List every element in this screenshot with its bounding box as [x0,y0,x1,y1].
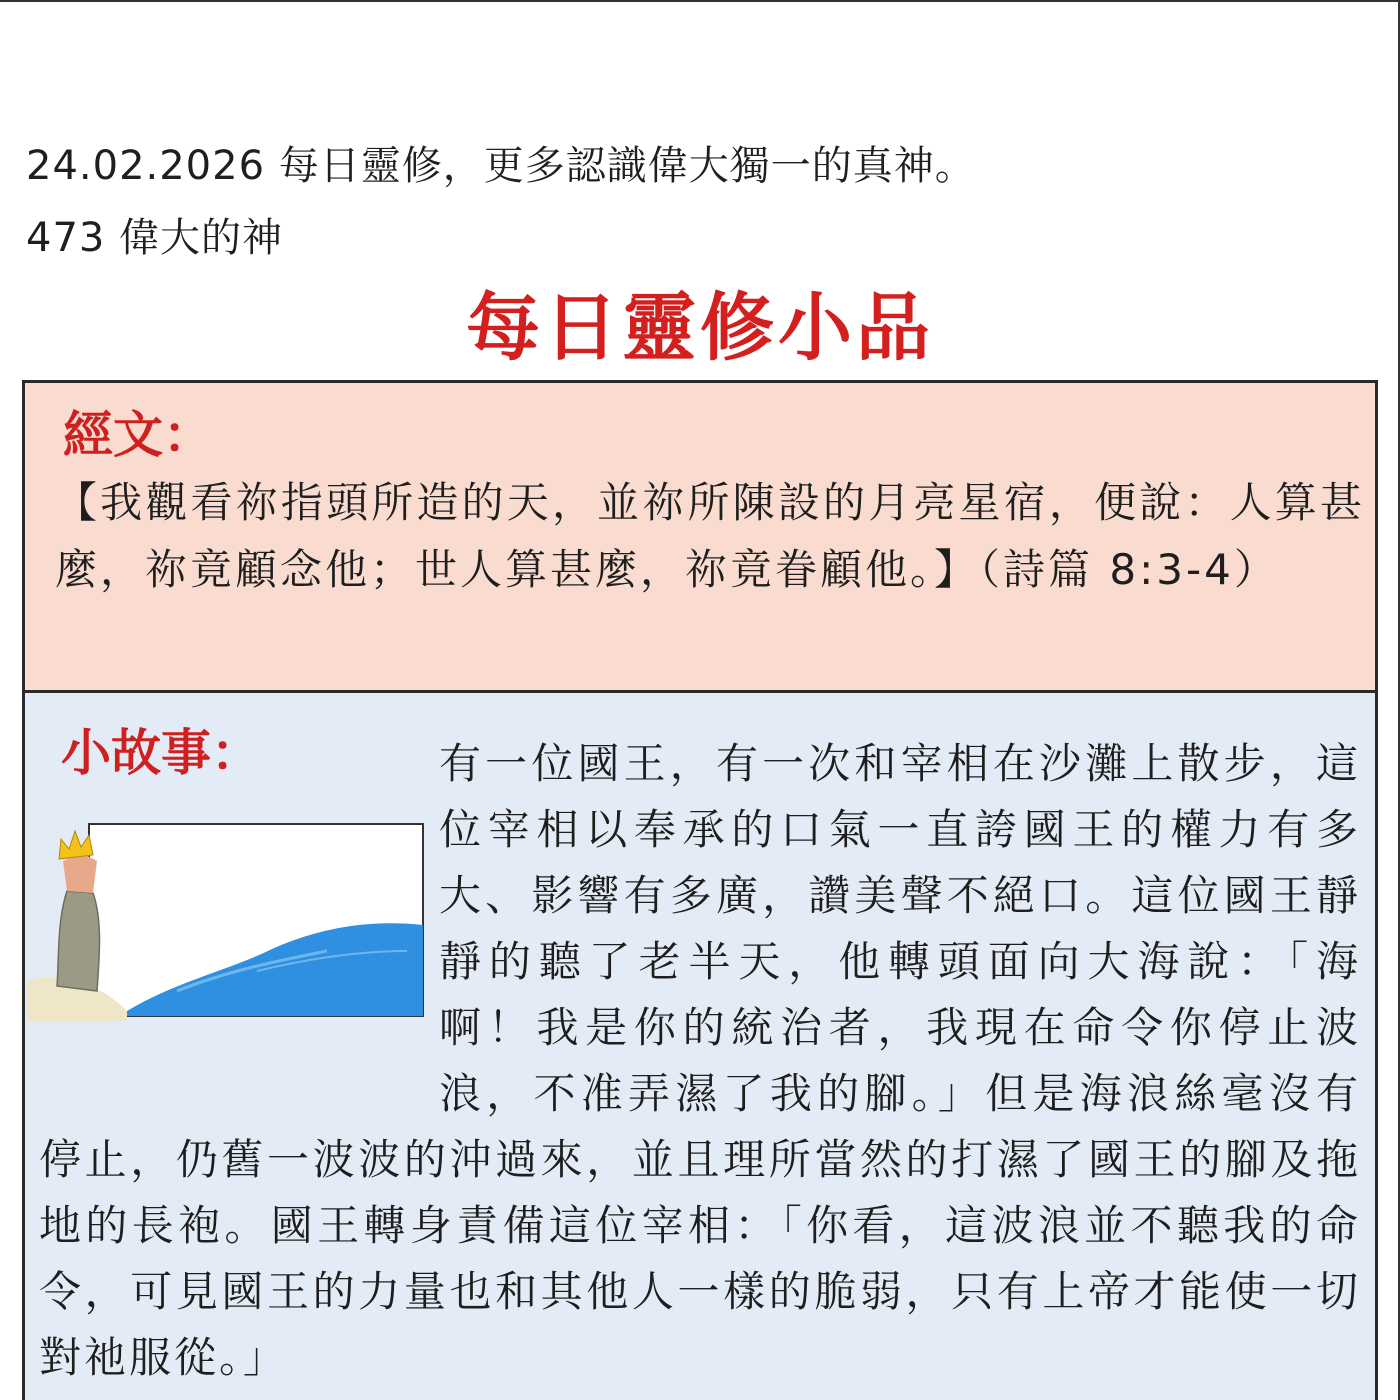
scripture-text: 【我觀看祢指頭所造的天，並祢所陳設的月亮星宿，便說：人算甚麼，祢竟顧念他；世人算甚麼，祢竟眷顧他。】（詩篇 8:3-4） [55,478,1365,594]
date-line: 24.02.2026 每日靈修，更多認識偉大獨一的真神。 [26,143,976,189]
hymn-line: 473 偉大的神 [26,215,284,261]
story-text-block [39,731,1361,1391]
page-title: 每日靈修小品 [466,285,934,371]
story-box [22,690,1378,1400]
story-image-spacer [39,731,439,1071]
story-label: 小故事： [61,724,261,782]
scripture-box [22,380,1378,693]
story-text: 有一位國王，有一次和宰相在沙灘上散步，這位宰相以奉承的口氣一直誇國王的權力有多大、影響有多廣，讚美聲不絕口。這位國王靜靜的聽了老半天，他轉頭面向大海說：「海啊！我是你的統治者，我現在命令你停止波浪，不准弄濕了我的腳。」但是海浪絲毫沒有停止，仍舊一波波的沖過來，並且理所當然的打濕了國王的腳及拖地的長袍。國王轉身責備這位宰相：「你看，這波浪並不聽我的命令，可見國王的力量也和其他人一樣的脆弱，只有上帝才能使一切對祂服從。」 [39,739,1361,1382]
scripture-label: 經文： [63,406,213,464]
